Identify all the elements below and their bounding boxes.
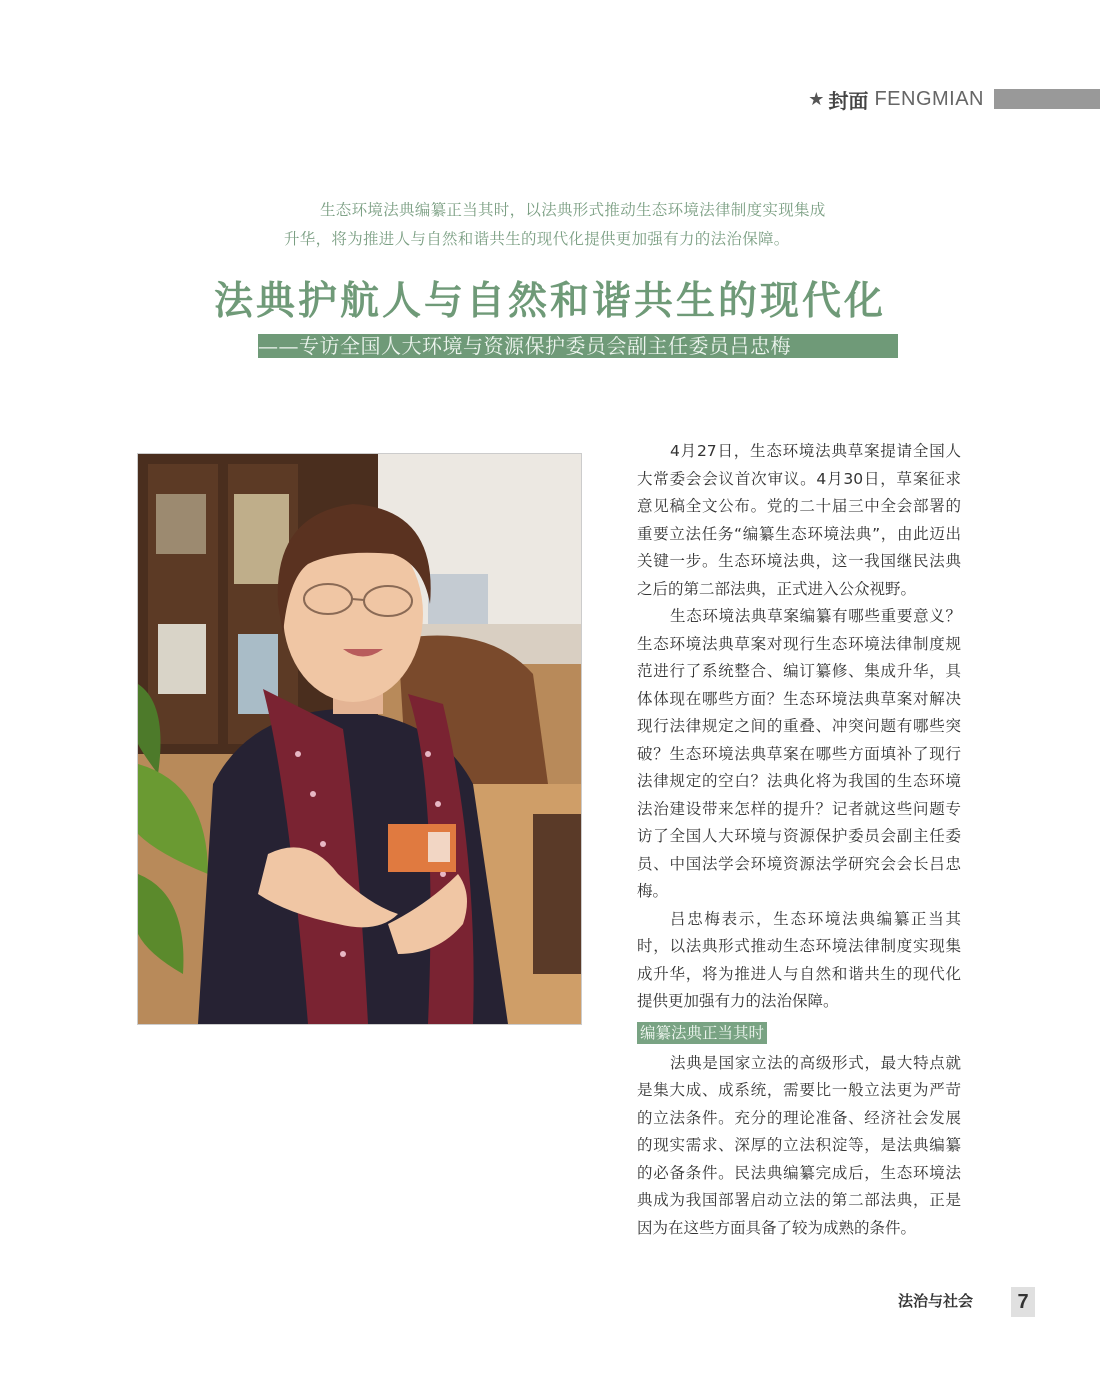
article-paragraph: 生态环境法典草案编纂有哪些重要意义？生态环境法典草案对现行生态环境法律制度规范进行了系统整合、编订纂修、集成升华，具体体现在哪些方面？生态环境法典草案对解决现行法律规定之间的重叠、冲突问题有哪些突破？生态环境法典草案在哪些方面填补了现行法律规定的空白？法典化将为我国的生态环境法治建设带来怎样的提升？记者就这些问题专访了全国人大环境与资源保护委员会副主任委员、中国法学会环境资源法学研究会会长吕忠梅。 [637,607,961,900]
article-paragraph: 4月27日，生态环境法典草案提请全国人大常委会会议首次审议。4月30日，草案征求意见稿全文公布。党的二十届三中全会部署的重要立法任务“编纂生态环境法典”，由此迈出关键一步。生态环境法典，这一我国继民法典之后的第二部法典，正式进入公众视野。 [637,442,961,598]
page-number: 7 [1011,1287,1035,1317]
magazine-name: 法治与社会 [898,1292,974,1310]
header-bar [994,89,1100,109]
star-icon: ★ [808,88,825,110]
section-header [808,86,1100,112]
intro-line: 生态环境法典编纂正当其时，以法典形式推动生态环境法律制度实现集成 [320,201,826,219]
section-label-en: FENGMIAN [874,87,984,110]
section-label-cn: 封面 [828,88,869,113]
section-heading: 编纂法典正当其时 [637,1022,767,1044]
article-title: 法典护航人与自然和谐共生的现代化 [213,278,886,324]
intro-lead [284,196,874,254]
article-body [637,438,961,1242]
article-subtitle: ——专访全国人大环境与资源保护委员会副主任委员吕忠梅 [258,334,898,358]
interview-photo [137,453,582,1025]
article-paragraph: 吕忠梅表示，生态环境法典编纂正当其时，以法典形式推动生态环境法律制度实现集成升华，将为推进人与自然和谐共生的现代化提供更加强有力的法治保障。 [637,909,961,1010]
article-paragraph: 法典是国家立法的高级形式，最大特点就是集大成、成系统，需要比一般立法更为严苛的立法条件。充分的理论准备、经济社会发展的现实需求、深厚的立法积淀等，是法典编纂的必备条件。民法典编纂完成后，生态环境法典成为我国部署启动立法的第二部法典，正是因为在这些方面具备了较为成熟的条件。 [637,1053,961,1237]
intro-line: 升华，将为推进人与自然和谐共生的现代化提供更加强有力的法治保障。 [284,230,790,248]
portrait-illustration [138,454,581,1024]
